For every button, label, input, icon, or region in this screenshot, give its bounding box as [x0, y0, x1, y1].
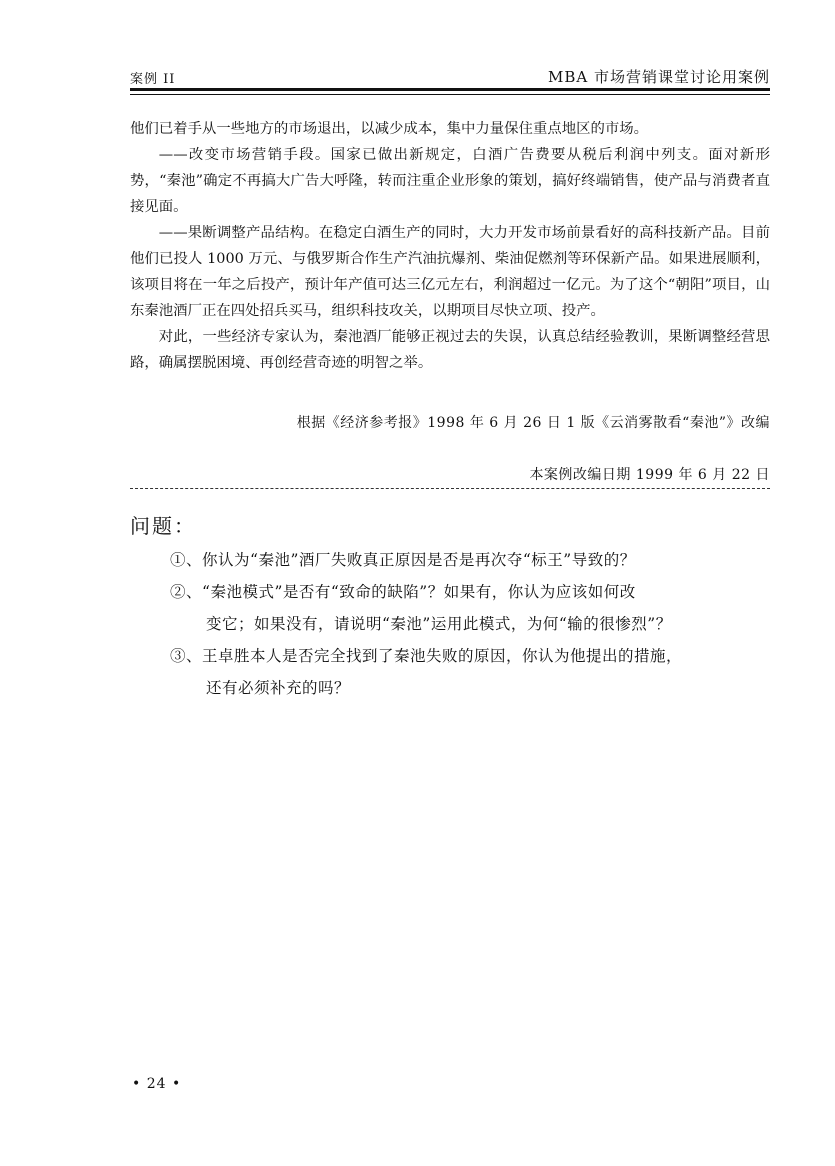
questions-heading: 问题：: [130, 514, 196, 538]
question-marker: ②、: [170, 583, 203, 601]
question-marker: ①、: [170, 551, 203, 569]
running-header: [130, 66, 770, 90]
question-item: [170, 544, 770, 576]
question-item: [170, 640, 770, 704]
question-marker: ③、: [170, 647, 203, 665]
case-body: [130, 116, 770, 376]
question-text-continued: 还有必须补充的吗？: [206, 679, 351, 697]
question-text: “秦池模式”是否有“致命的缺陷”？如果有，你认为应该如何改: [202, 583, 636, 601]
header-book-title: MBA 市场营销课堂讨论用案例: [548, 68, 770, 86]
body-paragraph: ——果断调整产品结构。在稳定白酒生产的同时，大力开发市场前景看好的高科技新产品。目前他们已投人 1000 万元、与俄罗斯合作生产汽油抗爆剂、柴油促燃剂等环保新产品。如果进展顺利，该项目将在一年之后投产，预计年产值可达三亿元左右，利润超过一亿元。为了这个“朝阳”项目，山东秦池酒厂正在四处招兵买马，组织科技攻关，以期项目尽快立项、投产。: [130, 225, 770, 319]
adaptation-date: 本案例改编日期 1999 年 6 月 22 日: [529, 467, 770, 483]
question-text-continued: 变它；如果没有，请说明“秦池”运用此模式，为何“输的很惨烈”？: [206, 615, 672, 633]
body-paragraph: ——改变市场营销手段。国家已做出新规定，白酒广告费要从税后利润中列支。面对新形势，“秦池”确定不再搞大广告大呼隆，转而注重企业形象的策划，搞好终端销售，使产品与消费者直接见面。: [130, 147, 770, 215]
header-rule-thin: [130, 94, 770, 95]
question-text: 王卓胜本人是否完全找到了秦池失败的原因，你认为他提出的措施，: [202, 647, 683, 665]
dashed-divider: [130, 488, 770, 489]
body-paragraph: 对此，一些经济专家认为，秦池酒厂能够正视过去的失误，认真总结经验教训，果断调整经营思路，确属摆脱困境、再创经营奇迹的明智之举。: [130, 329, 770, 371]
header-case-label: 案例 II: [130, 72, 176, 87]
body-paragraph: 他们已着手从一些地方的市场退出，以减少成本，集中力量保住重点地区的市场。: [130, 121, 649, 137]
header-rule-thick: [130, 88, 770, 91]
question-text: 你认为“秦池”酒厂失败真正原因是否是再次夺“标王”导致的？: [202, 551, 636, 569]
source-citation: 根据《经济参考报》1998 年 6 月 26 日 1 版《云消雾散看“秦池”》改编: [296, 415, 770, 431]
question-item: [170, 576, 770, 640]
page-number: • 24 •: [132, 1076, 182, 1092]
